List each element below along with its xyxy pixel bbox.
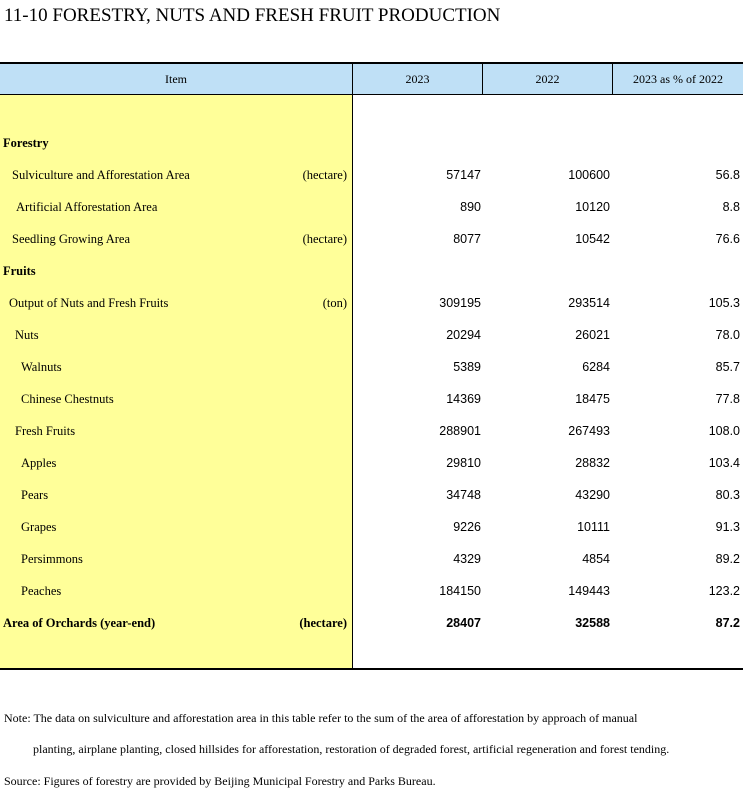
value-2023: 890: [460, 200, 481, 214]
value-2023: 184150: [439, 584, 481, 598]
value-percent: 91.3: [715, 520, 740, 534]
table-row: [0, 452, 743, 474]
value-2022: 10120: [575, 200, 610, 214]
value-percent: 76.6: [715, 232, 740, 246]
row-label: Seedling Growing Area: [12, 232, 131, 246]
value-2023: 14369: [446, 392, 481, 406]
row-label: Fresh Fruits: [15, 424, 76, 438]
table-row-total: [0, 612, 743, 634]
row-label: Nuts: [15, 328, 39, 342]
row-unit: (hectare): [302, 232, 347, 246]
table-row: [0, 228, 743, 250]
table-row: [0, 292, 743, 314]
value-2023: 288901: [439, 424, 481, 438]
value-2023: 5389: [453, 360, 481, 374]
value-2022: 4854: [582, 552, 610, 566]
value-percent: 89.2: [715, 552, 740, 566]
row-label: Persimmons: [21, 552, 83, 566]
value-percent: 85.7: [715, 360, 740, 374]
row-label: Apples: [21, 456, 57, 470]
value-2023: 4329: [453, 552, 481, 566]
value-2022: 293514: [568, 296, 610, 310]
table-row: [0, 580, 743, 602]
value-percent: 78.0: [715, 328, 740, 342]
row-unit: (ton): [322, 296, 347, 310]
value-2022: 6284: [582, 360, 610, 374]
table-row: [0, 388, 743, 410]
table-row: [0, 516, 743, 538]
row-label: Peaches: [21, 584, 62, 598]
value-2022: 267493: [568, 424, 610, 438]
table-bottom-rule: [0, 668, 743, 670]
value-percent: 108.0: [708, 424, 740, 438]
row-unit: (hectare): [302, 168, 347, 182]
header-item: Item: [165, 72, 187, 86]
table-row: [0, 196, 743, 218]
value-2022: 43290: [575, 488, 610, 502]
row-label: Fruits: [3, 264, 36, 278]
note-text: Note: The data on sulviculture and afforestation area in this table refer to the sum of the area of afforestation by approach of manual: [4, 711, 638, 725]
table-row: [0, 324, 743, 346]
value-2023: 8077: [453, 232, 481, 246]
source-text: Source: Figures of forestry are provided by Beijing Municipal Forestry and Parks Bureau.: [4, 774, 436, 788]
table-row: [0, 420, 743, 442]
value-percent: 87.2: [715, 616, 740, 630]
value-percent: 123.2: [708, 584, 740, 598]
table-row: [0, 356, 743, 378]
header-percent: 2023 as % of 2022: [633, 72, 723, 86]
table-row: [0, 548, 743, 570]
value-2023: 309195: [439, 296, 481, 310]
row-label: Chinese Chestnuts: [21, 392, 114, 406]
value-2022: 10542: [575, 232, 610, 246]
value-percent: 8.8: [722, 200, 740, 214]
value-2022: 149443: [568, 584, 610, 598]
value-percent: 103.4: [708, 456, 740, 470]
row-label: Artificial Afforestation Area: [16, 200, 158, 214]
value-2022: 26021: [575, 328, 610, 342]
table-header: [0, 64, 743, 95]
row-label: Sulviculture and Afforestation Area: [12, 168, 190, 182]
header-2023: 2023: [405, 72, 430, 86]
value-2023: 29810: [446, 456, 481, 470]
page-title: 11-10 FORESTRY, NUTS AND FRESH FRUIT PRODUCTION: [4, 5, 501, 26]
table-row: [0, 164, 743, 186]
value-percent: 56.8: [715, 168, 740, 182]
row-label: Grapes: [21, 520, 57, 534]
value-percent: 77.8: [715, 392, 740, 406]
value-2023: 34748: [446, 488, 481, 502]
value-2023: 28407: [446, 616, 481, 630]
row-label: Forestry: [3, 136, 49, 150]
row-label: Area of Orchards (year-end): [3, 616, 156, 630]
header-2022: 2022: [535, 72, 560, 86]
row-label: Pears: [21, 488, 49, 502]
value-2022: 18475: [575, 392, 610, 406]
value-2023: 20294: [446, 328, 481, 342]
value-2022: 10111: [577, 520, 610, 534]
value-percent: 105.3: [708, 296, 740, 310]
value-2023: 57147: [446, 168, 481, 182]
value-percent: 80.3: [715, 488, 740, 502]
row-label: Walnuts: [21, 360, 62, 374]
row-label: Output of Nuts and Fresh Fruits: [9, 296, 169, 310]
table-row: [0, 484, 743, 506]
row-unit: (hectare): [299, 616, 347, 630]
value-2022: 28832: [575, 456, 610, 470]
section-fruits: [0, 260, 743, 282]
value-2022: 32588: [575, 616, 610, 630]
value-2023: 9226: [453, 520, 481, 534]
section-forestry: [0, 132, 743, 154]
value-2022: 100600: [568, 168, 610, 182]
note-text-continued: planting, airplane planting, closed hillsides for afforestation, restoration of degraded forest, artificial regeneration and forest tending.: [33, 742, 670, 756]
